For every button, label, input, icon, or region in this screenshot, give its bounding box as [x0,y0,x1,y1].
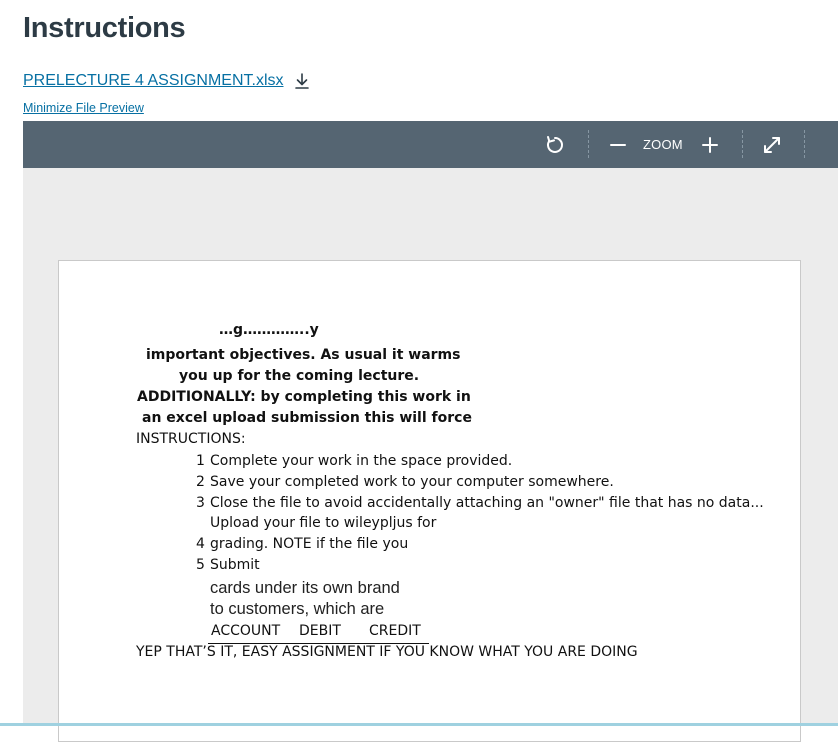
preview-toolbar [23,121,838,168]
doc-line: ADDITIONALLY: by completing this work in [137,389,471,405]
step-text: Upload your file to wileypljus for [210,515,437,531]
file-row [23,72,311,90]
overflow-text: to customers, which are [210,600,385,618]
fullscreen-icon[interactable] [760,121,784,168]
step-text: grading. NOTE if the file you [210,536,409,552]
step-text: Close the file to avoid accidentally attaching an "owner" file that has no data... [210,495,764,511]
bottom-divider [0,723,838,726]
step-text: Save your completed work to your computer somewhere. [210,474,614,490]
overflow-text: cards under its own brand [210,579,400,597]
rotate-icon[interactable] [541,121,569,168]
toolbar-divider [804,130,805,158]
closing-line: YEP THAT’S IT, EASY ASSIGNMENT IF YOU KNOW WHAT YOU ARE DOING [136,644,638,660]
minimize-preview-link[interactable]: Minimize File Preview [23,101,144,115]
toolbar-divider [742,130,743,158]
clipped-text: …g…………..y [219,322,319,338]
step-number: 4 [196,536,205,552]
step-text: Submit [210,557,260,573]
doc-line: an excel upload submission this will force [142,410,472,426]
step-number: 3 [196,495,205,511]
step-number: 2 [196,474,205,490]
doc-line: you up for the coming lecture. [179,368,420,384]
zoom-in-icon[interactable] [698,121,722,168]
column-header-debit: DEBIT [299,623,341,639]
step-text: Complete your work in the space provided. [210,453,513,469]
file-preview-viewer [23,121,838,726]
toolbar-divider [588,130,589,158]
instructions-heading: INSTRUCTIONS: [136,431,246,447]
zoom-out-icon[interactable] [606,121,630,168]
step-number: 5 [196,557,205,573]
column-header-account: ACCOUNT [211,623,281,639]
zoom-label: ZOOM [643,137,683,152]
download-icon[interactable] [293,72,311,90]
step-number: 1 [196,453,205,469]
page-title: Instructions [23,12,186,44]
column-header-credit: CREDIT [369,623,421,639]
document-page [58,260,801,742]
doc-line: important objectives. As usual it warms [146,347,461,363]
file-link[interactable]: PRELECTURE 4 ASSIGNMENT.xlsx [23,72,284,89]
